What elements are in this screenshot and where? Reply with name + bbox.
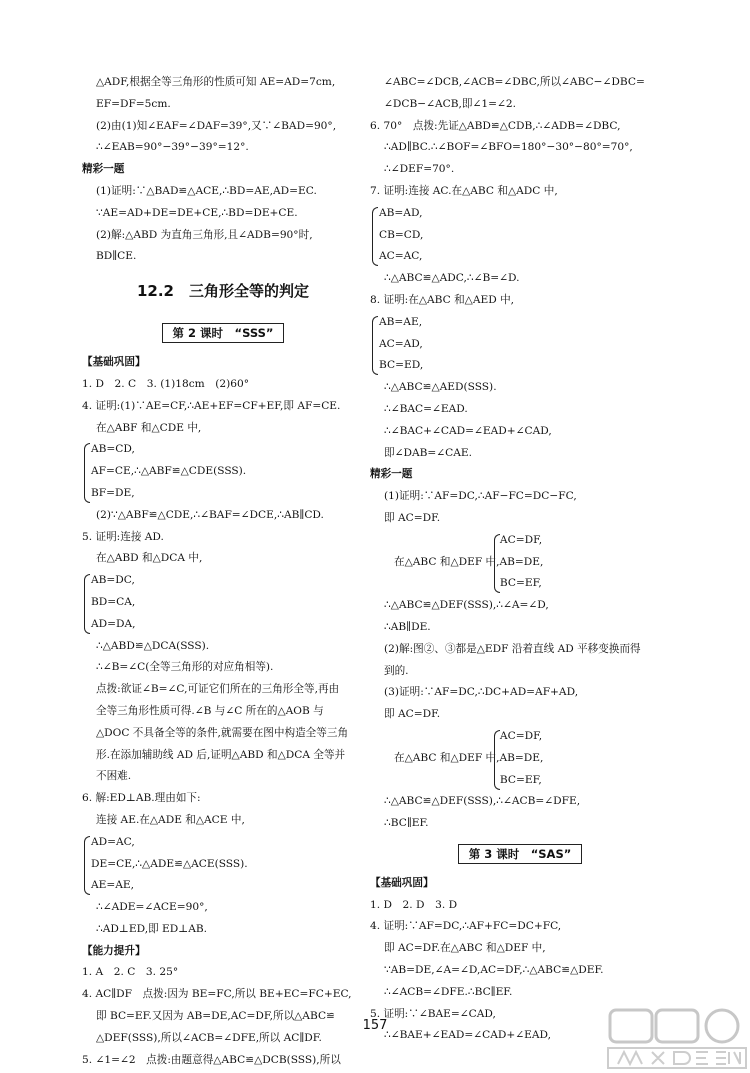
subsection-heading: 【能力提升】 xyxy=(82,944,146,957)
answer-line: ∴∠DEF=70°. xyxy=(384,163,455,176)
brace xyxy=(84,574,90,634)
answer-line: ∴∠ADE=∠ACE=90°, xyxy=(96,901,208,914)
answer-line: 在△ABC 和△DEF 中,AB=DE, xyxy=(394,751,544,764)
subsection-heading: 精彩一题 xyxy=(370,468,413,481)
brace xyxy=(372,316,378,375)
brace xyxy=(84,836,90,895)
answer-line: ∴△ABC≌△DEF(SSS),∴∠A=∠D, xyxy=(384,599,549,612)
answer-line: ∴AD⊥ED,即 ED⊥AB. xyxy=(96,922,208,935)
answer-line: 7. 证明:连接 AC.在△ABC 和△ADC 中, xyxy=(370,184,558,197)
answer-line: AD=DA, xyxy=(91,617,136,630)
page-number: 157 xyxy=(362,1018,388,1033)
answer-line: 在△ABD 和△DCA 中, xyxy=(96,552,203,565)
answer-line: 8. 证明:在△ABC 和△AED 中, xyxy=(370,293,515,306)
answer-line: AE=AE, xyxy=(91,879,135,892)
answer-line: 1. A 2. C 3. 25° xyxy=(82,966,179,979)
answer-line: 4. 证明:∵AF=DC,∴AF+FC=DC+FC, xyxy=(370,920,562,933)
answer-line: (1)证明:∵△BAD≌△ACE,∴BD=AE,AD=EC. xyxy=(96,184,317,197)
answer-line: (2)解:图②、③都是△EDF 沿着直线 AD 平移变换而得 xyxy=(384,642,641,655)
answer-line: (2)∵△ABF≌△CDE,∴∠BAF=∠DCE,∴AB∥CD. xyxy=(96,508,324,521)
answer-line: 点拨:欲证∠B=∠C,可证它们所在的三角形全等,再由 xyxy=(96,683,340,696)
answer-line: 在△ABC 和△DEF 中,AB=DE, xyxy=(394,555,544,568)
answer-line: AB=CD, xyxy=(91,443,135,456)
answer-line: 6. 解:ED⊥AB.理由如下: xyxy=(82,792,201,805)
answer-line: BD∥CE. xyxy=(96,250,137,263)
answer-line: 1. D 2. C 3. (1)18cm (2)60° xyxy=(82,377,250,390)
answer-line: AC=DF, xyxy=(394,533,543,546)
answer-line: ∴∠EAB=90°−39°−39°=12°. xyxy=(96,141,249,154)
lesson-title: 第 3 课时 “SAS” xyxy=(458,844,583,864)
answer-line: ∴∠BAC+∠CAD=∠EAD+∠CAD, xyxy=(384,424,552,437)
answer-line: CB=CD, xyxy=(379,228,424,241)
lesson-title: 第 2 课时 “SSS” xyxy=(162,323,285,343)
answer-line: 5. ∠1=∠2 点拨:由题意得△ABC≌△DCB(SSS),所以 xyxy=(82,1053,341,1066)
answer-line: ∴△ABC≌△ADC,∴∠B=∠D. xyxy=(384,272,520,285)
answer-line: ∴△ABD≌△DCA(SSS). xyxy=(96,639,210,652)
answer-line: DE=CE,∴△ADE≌△ACE(SSS). xyxy=(91,857,248,870)
answer-line: 5. 证明:连接 AD. xyxy=(82,530,164,543)
answer-line: BC=ED, xyxy=(379,359,424,372)
subsection-heading: 精彩一题 xyxy=(82,163,125,176)
answer-line: ∠DCB−∠ACB,即∠1=∠2. xyxy=(384,97,516,110)
answer-line: 即 BC=EF.又因为 AB=DE,AC=DF,所以△ABC≌ xyxy=(96,1010,335,1023)
answer-line: 即∠DAB=∠CAE. xyxy=(384,446,473,459)
answer-line: (2)解:△ABD 为直角三角形,且∠ADB=90°时, xyxy=(96,228,313,241)
answer-line: ∴AB∥DE. xyxy=(384,620,431,633)
section-heading: 12.2 三角形全等的判定 xyxy=(136,282,309,301)
answer-line: 即 AC=DF. xyxy=(384,708,441,721)
answer-line: ∴BC∥EF. xyxy=(384,817,429,830)
answer-line: 5. 证明:∵∠BAE=∠CAD, xyxy=(370,1007,496,1020)
answer-line: △DEF(SSS),所以∠ACB=∠DFE,所以 AC∥DF. xyxy=(96,1031,322,1044)
answer-line: ∴△ABC≌△DEF(SSS),∴∠ACB=∠DFE, xyxy=(384,795,581,808)
answer-line: ∴△ABC≌△AED(SSS). xyxy=(384,381,497,394)
answer-line: ∵AE=AD+DE=DE+CE,∴BD=DE+CE. xyxy=(96,206,298,219)
answer-line: ∴∠ACB=∠DFE.∴BC∥EF. xyxy=(384,985,513,998)
answer-line: AB=AD, xyxy=(379,206,423,219)
answer-line: 即 AC=DF. xyxy=(384,511,441,524)
answer-line: EF=DF=5cm. xyxy=(96,97,171,110)
answer-line: AC=DF, xyxy=(394,729,543,742)
answer-line: AB=DC, xyxy=(91,574,135,587)
lesson-heading xyxy=(370,835,670,873)
answer-line: 6. 70° 点拨:先证△ABD≌△CDB,∴∠ADB=∠DBC, xyxy=(370,119,621,132)
answer-line: ∴∠BAC=∠EAD. xyxy=(384,402,468,415)
answer-line: ∴∠BAE+∠EAD=∠CAD+∠EAD, xyxy=(384,1029,552,1042)
answer-line: (2)由(1)知∠EAF=∠DAF=39°,又∵∠BAD=90°, xyxy=(96,119,337,132)
brace xyxy=(372,207,378,266)
answer-line: BC=EF, xyxy=(394,577,542,590)
answer-line: 形.在添加辅助线 AD 后,证明△ABD 和△DCA 全等并 xyxy=(96,748,346,761)
answer-line: △DOC 不具备全等的条件,就需要在图中构造全等三角 xyxy=(96,726,349,739)
lesson-heading xyxy=(82,314,364,352)
answer-line: BD=CA, xyxy=(91,595,136,608)
answer-line: 不困难. xyxy=(96,770,132,783)
answer-line: 到的. xyxy=(384,664,409,677)
watermark-logo xyxy=(604,1004,750,1073)
subsection-heading: 【基础巩固】 xyxy=(370,876,434,889)
answer-line: 4. AC∥DF 点拨:因为 BE=FC,所以 BE+EC=FC+EC, xyxy=(82,988,352,1001)
brace xyxy=(494,730,500,790)
answer-line: 全等三角形性质可得.∠B 与∠C 所在的△AOB 与 xyxy=(96,704,324,717)
answer-line: BF=DE, xyxy=(91,486,135,499)
answer-line: AD=AC, xyxy=(91,835,135,848)
answer-line: ∴AD∥BC.∴∠BOF=∠BFO=180°−30°−80°=70°, xyxy=(384,141,633,154)
answer-line: AB=AE, xyxy=(379,315,423,328)
answer-line: (1)证明:∵AF=DC,∴AF−FC=DC−FC, xyxy=(384,490,577,503)
answer-line: AC=AC, xyxy=(379,250,423,263)
answer-line: ∴∠B=∠C(全等三角形的对应角相等). xyxy=(96,661,274,674)
answer-line: 1. D 2. D 3. D xyxy=(370,898,458,911)
answer-line: 在△ABF 和△CDE 中, xyxy=(96,421,202,434)
subsection-heading: 【基础巩固】 xyxy=(82,356,146,369)
answer-line: 连接 AE.在△ADE 和△ACE 中, xyxy=(96,813,245,826)
answer-line: 即 AC=DF.在△ABC 和△DEF 中, xyxy=(384,942,546,955)
answer-line: AF=CE,∴△ABF≌△CDE(SSS). xyxy=(91,465,247,478)
answer-line: AC=AD, xyxy=(379,337,423,350)
brace xyxy=(494,534,500,593)
answer-line: (3)证明:∵AF=DC,∴DC+AD=AF+AD, xyxy=(384,686,579,699)
answer-line: ∵AB=DE,∠A=∠D,AC=DF,∴△ABC≌△DEF. xyxy=(384,964,604,977)
answer-line: BC=EF, xyxy=(394,773,542,786)
right-column xyxy=(370,72,670,1047)
answer-line: 4. 证明:(1)∵AE=CF,∴AE+EF=CF+EF,即 AF=CE. xyxy=(82,399,341,412)
left-column xyxy=(82,72,364,1071)
brace xyxy=(84,443,90,503)
answer-line: ∠ABC=∠DCB,∠ACB=∠DBC,所以∠ABC−∠DBC= xyxy=(384,76,645,88)
answer-line: △ADF,根据全等三角形的性质可知 AE=AD=7cm, xyxy=(96,76,336,88)
